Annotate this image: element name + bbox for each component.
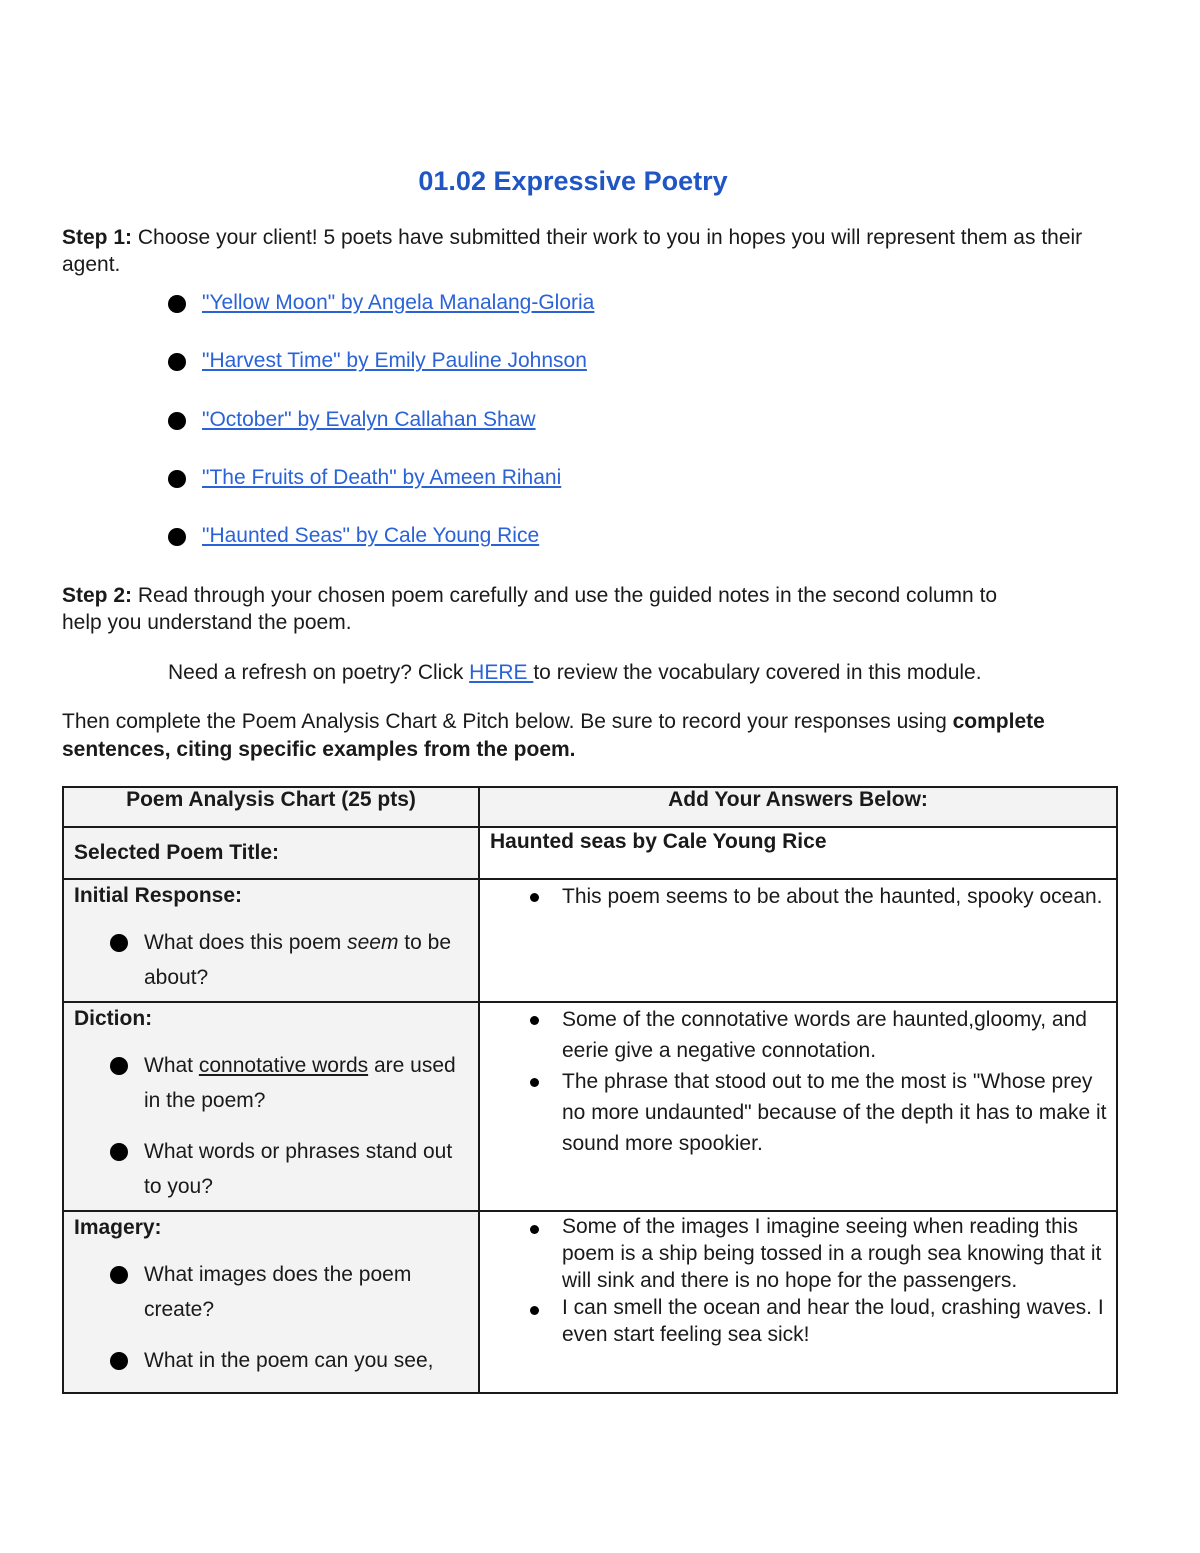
bullet-icon	[168, 295, 186, 313]
step1-label: Step 1:	[62, 226, 133, 249]
selected-title-label-cell	[63, 827, 479, 879]
selected-title-answer-cell[interactable]	[479, 827, 1117, 879]
list-item: What does this poem seem to be about?	[110, 925, 468, 995]
row-label: Selected Poem Title:	[74, 841, 280, 864]
list-item	[168, 346, 594, 404]
poem-analysis-chart	[62, 786, 1118, 1394]
step2-paragraph	[62, 582, 1042, 636]
answer-list	[480, 881, 1116, 912]
instructions-paragraph	[62, 708, 1072, 764]
answer-list	[480, 1213, 1116, 1348]
question-list	[74, 1048, 468, 1204]
question-list	[74, 1257, 468, 1378]
initial-response-label-cell	[63, 879, 479, 1002]
list-item	[168, 288, 594, 346]
list-item: What words or phrases stand out to you?	[110, 1134, 468, 1204]
step1-text: Choose your client! 5 poets have submitted their work to you in hopes you will represent them as their agent.	[62, 226, 1083, 276]
answer-list	[480, 1004, 1116, 1159]
refresh-text-after: to review the vocabulary covered in this module.	[533, 661, 982, 684]
refresh-text-before: Need a refresh on poetry? Click	[168, 661, 470, 684]
diction-answer-cell[interactable]	[479, 1002, 1117, 1211]
instructions-bold: complete sentences, citing specific examples from the poem.	[62, 710, 1045, 761]
header-left: Poem Analysis Chart (25 pts)	[63, 787, 479, 827]
poem-link-yellow-moon[interactable]: "Yellow Moon" by Angela Manalang-Gloria	[202, 291, 595, 314]
row-label: Imagery:	[74, 1216, 162, 1239]
bullet-icon	[168, 528, 186, 546]
list-item	[168, 521, 594, 579]
list-item: I can smell the ocean and hear the loud, crashing waves. I even start feeling sea sick!	[528, 1294, 1116, 1348]
diction-label-cell	[63, 1002, 479, 1211]
instructions-text: Then complete the Poem Analysis Chart & Pitch below. Be sure to record your responses using	[62, 710, 953, 733]
initial-response-answer-cell[interactable]	[479, 879, 1117, 1002]
here-link[interactable]: HERE	[469, 661, 534, 684]
poem-link-haunted-seas[interactable]: "Haunted Seas" by Cale Young Rice	[202, 524, 540, 548]
question-list	[74, 925, 468, 995]
list-item: What connotative words are used in the poem?	[110, 1048, 468, 1118]
imagery-answer-cell[interactable]	[479, 1211, 1117, 1393]
bullet-icon	[168, 470, 186, 488]
step1-paragraph	[62, 224, 1092, 278]
poem-link-list	[168, 288, 594, 579]
bullet-icon	[168, 353, 186, 371]
list-item	[168, 405, 594, 463]
table-row	[63, 1002, 1117, 1211]
list-item	[168, 463, 594, 521]
list-item: The phrase that stood out to me the most is "Whose prey no more undaunted" because of the depth it has to make it sound more spookier.	[528, 1066, 1116, 1159]
step2-text: Read through your chosen poem carefully and use the guided notes in the second column to help you understand the poem.	[62, 584, 998, 634]
list-item: This poem seems to be about the haunted, spooky ocean.	[528, 881, 1116, 912]
poem-link-fruits-of-death[interactable]: "The Fruits of Death" by Ameen Rihani	[202, 465, 562, 489]
poem-link-october[interactable]: "October" by Evalyn Callahan Shaw	[202, 407, 536, 431]
poem-link-harvest-time[interactable]: "Harvest Time" by Emily Pauline Johnson	[202, 349, 587, 373]
bullet-icon	[168, 412, 186, 430]
list-item: Some of the connotative words are haunted,gloomy, and eerie give a negative connotation.	[528, 1004, 1116, 1066]
row-label: Diction:	[74, 1007, 153, 1030]
step2-label: Step 2:	[62, 584, 133, 607]
refresh-line	[168, 658, 982, 688]
table-row	[63, 827, 1117, 879]
table-header-row	[63, 787, 1117, 827]
header-right: Add Your Answers Below:	[479, 787, 1117, 827]
row-label: Initial Response:	[74, 884, 243, 907]
page-title: 01.02 Expressive Poetry	[418, 166, 728, 196]
list-item: What images does the poem create?	[110, 1257, 468, 1327]
list-item: What in the poem can you see,	[110, 1343, 468, 1378]
table-row	[63, 879, 1117, 1002]
selected-title-answer: Haunted seas by Cale Young Rice	[490, 830, 827, 853]
table-row	[63, 1211, 1117, 1393]
imagery-label-cell	[63, 1211, 479, 1393]
list-item: Some of the images I imagine seeing when reading this poem is a ship being tossed in a rough sea knowing that it will sink and there is no hope for the passengers.	[528, 1213, 1116, 1294]
